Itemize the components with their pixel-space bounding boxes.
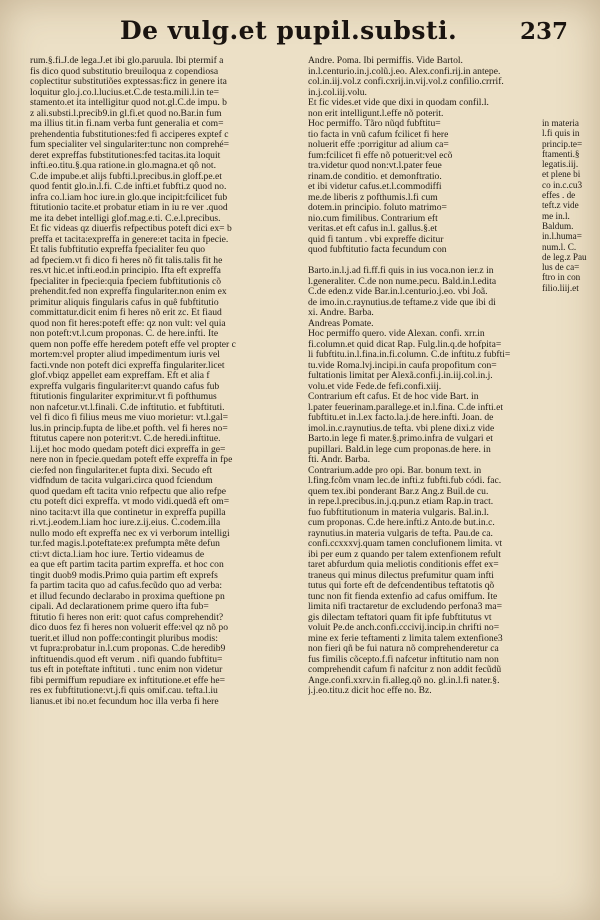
text-line: Contrarium eft cafus. Et de hoc vide Bart. in — [308, 392, 479, 402]
text-line: res ex fubftitutione:vt.j.fi quis omif.cau. tefta.l.iu — [30, 686, 218, 696]
text-line: quem tex.ibi ponderant Bar.z Ang.z Buil.de cu. — [308, 486, 489, 497]
text-line: dotem.in principio. foluto matrimo= — [308, 203, 447, 213]
text-line: dico duos fez fi heres non voluerit effe:vel qz nõ po — [30, 623, 229, 633]
running-title: De vulg.et pupil.substi. — [120, 16, 458, 45]
text-line: xi. Andre. Barba. — [308, 308, 374, 318]
text-line: prehendit.fed non expreffa fingulariter.non enim ex — [30, 287, 227, 297]
margin-note-line: teft.z vide — [542, 200, 579, 211]
text-line: Hoc permiffo. Tãro nũqd fubftitu= — [308, 119, 441, 129]
margin-note-line: ftamenti.§ — [542, 148, 580, 159]
margin-note-line: de leg.z Pau — [542, 251, 587, 262]
text-line: coplectitur substitutiões exptessas:ficz in genere ita — [30, 77, 227, 87]
text-line: non erit intelligunt.l.effe nõ poterit. — [308, 108, 444, 119]
text-line: tur.fed magis.l.poteftate:ex prefumpta mête defun — [30, 539, 220, 549]
text-line: volu.et vide Fede.de fefi.confi.xiij. — [308, 381, 442, 392]
text-line: tunc non fit fienda extenfio ad cafus omiffum. Ite — [308, 591, 498, 602]
margin-note-line: co in.c.cu3 — [542, 179, 583, 190]
text-line: imol.in.c.raynutius.de tefta. vbi plene dixi.z vide — [308, 423, 495, 434]
text-line: cie:fed non fingulariter.et fupta dixi. Secudo eft — [30, 465, 213, 476]
margin-note-line: Baldum. — [542, 220, 574, 231]
text-line: Andreas Pomate. — [308, 318, 374, 329]
text-line: tu.vide Roma.lvj.incipi.in caufa propofitum con= — [308, 360, 497, 371]
text-line: fum specialiter vel singulariter:tunc non comprehé= — [30, 140, 230, 150]
text-line: Hoc permiffo quero. vide Alexan. confi. xrr.in — [308, 329, 485, 339]
text-line: rum.§.fi.J.de lega.J.et ibi glo.paruula. Ibi ptermif a — [30, 56, 224, 66]
text-line: Ange.confi.xxrv.in fi.alleg.qõ no. gl.in.l.fi nater.§. — [308, 675, 500, 686]
text-line: quod non fit heres:poteft effe: qz non vult: vel quia — [30, 318, 226, 329]
text-line: fum:fcilicet fi effe nõ potuerit:vel ecõ — [308, 150, 453, 161]
text-line: tus eft in poteftate inftituti . tunc enim non videtur — [30, 665, 223, 675]
text-line: ri.vt.j.eodem.l.iam hoc iure.z.ij.eius. C.codem.illa — [30, 518, 221, 528]
text-line: infra co.l.iam hoc iure.in glo.que incipit:fcilicet fub — [30, 192, 228, 203]
text-line: in repe.l.precibus.in.j.q.pun.z etiam Rap.in tract. — [308, 497, 494, 507]
text-line: quod quedam eft tacita vnio refpectu que alio refpe — [30, 486, 227, 497]
text-line: confi.ccxxxvj.quam tamen conclufionem limita. vt — [308, 539, 503, 549]
text-line: ma illius tit.in fi.nam verba funt generalia et com= — [30, 119, 224, 129]
text-line: C.de eden.z vide Bar.in.l.centurio.j.eo. vbi Joã. — [308, 287, 488, 297]
text-line: ftitutionio tacite.et probatur etiam in iu re ver .quod — [30, 203, 228, 213]
text-line: limita nifi tractaretur de excludendo perfona3 ma= — [308, 602, 503, 612]
text-line: tutus qui forte eft de defcendentibus teftatotis qõ — [308, 581, 495, 591]
text-line: C.de impube.et alijs fubfti.l.precibus.in gloff.pe.et — [30, 171, 222, 182]
text-line: lianus.et ibi no.et fecundum hoc illa verba fi here — [30, 696, 219, 707]
text-line: nino tacita:vt illa que continetur in expreffa pupilla — [30, 507, 226, 518]
text-line: fuo fubftitutionum in materia vulgaris. Bal.in.l. — [308, 507, 489, 518]
text-line: quod fubftitutio facta fecundum con — [308, 245, 447, 255]
text-line: fultationis limitat per Alexã.confi.j.in.iij.col.in.j. — [308, 371, 493, 381]
text-line: facti.vnde non poteft dici expreffa fingulariter.licet — [30, 360, 225, 371]
text-line: stamento.et ita intelligitur quod not.gl.C.de impu. b — [30, 98, 227, 108]
text-line: col.in.iij.vol.z confi.cxrij.in.vij.vol.z confilio.crrrif. — [308, 77, 504, 87]
text-line: comprehendit cafum fi nafcitur z non addit fecũdũ — [308, 665, 502, 675]
text-line: traneus qui minus dilectus prefumitur quam infti — [308, 570, 494, 581]
text-line: nullo modo eft expreffa nec ex vi verborum intelligi — [30, 528, 230, 539]
page-header — [0, 14, 600, 54]
text-line: Andre. Poma. Ibi permiffis. Vide Bartol. — [308, 56, 463, 66]
text-line: cum proponas. C.de here.infti.z Anto.de but.in.c. — [308, 518, 495, 528]
page-number: 237 — [520, 18, 569, 45]
text-line: tingit duob9 modis.Primo quia partim eft exprefs — [30, 570, 218, 581]
text-line: me ita debet intelligi glof.mag.e.ti. C.e.l.precibus. — [30, 213, 221, 224]
text-line: ftitutus capere non poterit:vt. C.de heredi.inftitue. — [30, 434, 221, 444]
text-line: non nafcetur.vt.l.finali. C.de inftitutio. et fubftituti. — [30, 402, 225, 413]
text-line: et ibi videtur cafus.et.l.commodiffi — [308, 182, 442, 192]
margin-note-line: in.l.huma= — [542, 231, 582, 242]
text-line: Barto.in lege fi mater.§.primo.infra de vulgari et — [308, 434, 493, 444]
text-line: ctu poteft dici expreffa. vt modo vidi.quedã eft om= — [30, 497, 230, 507]
text-line: quem non poffe effe heredem poteft effe vel propter c — [30, 339, 236, 350]
text-line: ftitutionis fingulariter exprimitur.vt fi pofthumus — [30, 392, 217, 402]
text-line: expreffa vulgaris fingulariter:vt quando cafus fub — [30, 381, 220, 392]
text-line: l.generaliter. C.de non nume.pecu. Bald.in.l.edita — [308, 276, 497, 287]
margin-note-line: lus de ca= — [542, 262, 580, 273]
text-line: gis dilectam teftatori quam fit ipfe fubftitutus vt — [308, 612, 492, 623]
marginal-notes — [542, 118, 594, 293]
text-line: in.l.centurio.in.j.colũ.j.eo. Alex.confi.rij.in antepe. — [308, 66, 501, 77]
text-line: deret expreffas fubstitutiones:fed tacitas.ita loquit — [30, 150, 221, 161]
text-line: vt fupra:probatur in.l.cum proponas. C.de heredib9 — [30, 644, 226, 654]
text-line: loquitur glo.j.co.l.lucius.et.C.de testa.mili.l.in te= — [30, 87, 219, 98]
text-line: quod fentit glo.in.l.fi. C.de infti.et fubfti.z quod no. — [30, 182, 227, 192]
margin-note-line: princip.te= — [542, 138, 583, 149]
text-line: Et talis fubftitutio expreffa fpecialiter feu quo — [30, 245, 206, 255]
text-line: lus.in princip.fupta de libe.et pofth. vel fi heres no= — [30, 423, 228, 434]
text-line: ea que eft partim tacita partim expreffa. et hoc con — [30, 560, 224, 570]
text-line: ibi per eum z quando per talem extenfionem refult — [308, 549, 501, 560]
margin-note-line: num.l. C. — [542, 241, 577, 252]
text-line: de imo.in.c.raynutius.de teftame.z vide que ibi di — [308, 297, 496, 308]
text-line: me.de liberis z pofthumis.l.fi cum — [308, 192, 438, 203]
text-line: primitur aliquis fingularis cafus in quê fubftitutio — [30, 297, 219, 308]
text-line: veritas.et eft cafus in.l. gallus.§.et — [308, 224, 438, 234]
text-line: vel fi dico fi filius meus me viuo morietur: vt.l.gal= — [30, 413, 229, 423]
right-text-column — [308, 56, 578, 697]
text-line: tio facta in vnũ cafum fcilicet fi here — [308, 129, 449, 140]
text-line: Contrarium.adde pro opi. Bar. bonum text. in — [308, 465, 482, 476]
text-line: infti.eo.titu.§.qua ratione.in glo.magna.et qô not. — [30, 161, 216, 171]
text-line: li fubftitu.in.l.fina.in.fi.column. C.de inftitu.z fubfti= — [308, 350, 511, 360]
text-line: j.j.eo.titu.z dicit hoc effe no. Bz. — [308, 686, 432, 696]
text-line: fus fimilis cõcepto.f.fi nafcetur inftitutio nam non — [308, 654, 499, 665]
text-line: fa partim tacita quo ad cafus.fecũdo quo ad verba: — [30, 581, 223, 591]
margin-note-line: ftro in con — [542, 272, 581, 283]
text-line: mortem:vel propter aliud impedimentum iuris vel — [30, 350, 220, 360]
text-line: fpecialiter in fpecie:quia fpeciem fubftitutionis cõ — [30, 276, 221, 287]
text-line: fti. Andr. Barba. — [308, 455, 371, 465]
text-line: z ali.substi.l.precib9.in gl.fi.et quod no.Bar.in fum — [30, 108, 222, 119]
text-line: vidfndum de tacita vulgari.circa quod fciendum — [30, 476, 213, 486]
text-line: fi.column.et quid dicat Rap. Fulg.lin.q.de hofpita= — [308, 339, 502, 350]
text-line: non poteft:vt.l.cum proponas. C. de here.infti. Ite — [30, 329, 219, 339]
margin-note-line: in materia — [542, 118, 579, 128]
text-line: voluit Pe.de anch.confi.cccivij.incip.in chrifti no= — [308, 623, 500, 633]
text-line: l.pater feuerinam.parallege.et in.l.fina. C.de infti.et — [308, 402, 503, 413]
text-line: et illud fecundo declarabo in proxima queftione pn — [30, 591, 225, 602]
text-line: tuerit.et illud non poffe:contingit pluribus modis: — [30, 633, 218, 644]
text-line: fis dico quod substitutio breuiloqua z copendiosa — [30, 66, 219, 77]
text-line: fubftitu.et in.l.ex facto.la.j.de here.infti. Joan. de — [308, 413, 494, 423]
text-line: ad fpeciem.vt fi dico fi heres nõ fit talis.talis fit he — [30, 255, 223, 266]
margin-note-line: filio.liij.et — [542, 282, 579, 293]
text-line: res.vt hic.et infti.eod.in principio. Ifta eft expreffa — [30, 266, 221, 276]
text-line: inftituendis.quod eft verum . nifi quando fubftitu= — [30, 654, 223, 665]
text-line: tra.videtur quod non:vt.l.pater feue — [308, 161, 442, 171]
text-line: l.ij.et hoc modo quedam poteft dici expreffa in ge= — [30, 444, 226, 455]
text-line: Et fic videas qz diuerfis refpectibus poteft dici ex= b — [30, 224, 232, 234]
margin-note-line: l.fi quis in — [542, 128, 580, 139]
text-line: noluerit effe :porrigitur ad alium ca= — [308, 140, 449, 150]
text-line: in.j.col.iij.volu. — [308, 87, 367, 98]
margin-note-line: me in.l. — [542, 210, 570, 221]
text-line: Et fic vides.et vide que dixi in quodam confil.l. — [308, 98, 489, 108]
text-line — [308, 256, 578, 267]
margin-note-line: et plene bi — [542, 169, 581, 180]
text-line: cipali. Ad declarationem prime quero ifta fub= — [30, 602, 209, 612]
text-line: nere non in fpecie.quedam poteft effe expreffa in fpe — [30, 455, 233, 465]
margin-note-line: legatis.iij. — [542, 159, 579, 170]
text-line: quid fi tantum . vbi expreffe dicitur — [308, 234, 444, 245]
text-line: pupillari. Bald.in lege cum proponas.de here. in — [308, 444, 491, 455]
text-line: non fieri qñ be fui natura nõ comprehenderetur ca — [308, 644, 499, 654]
text-line: committatur.dicit enim fi heres nõ erit zc. Et fiaud — [30, 308, 222, 318]
text-line: rinam.de conditio. et demonftratio. — [308, 171, 442, 182]
margin-note-line: effes . de — [542, 190, 576, 201]
text-line: Barto.in.l.j.ad fi.ff.fi quis in ius voca.non ier.z in — [308, 266, 494, 276]
text-line: cti:vt dicta.l.iam hoc iure. Tertio videamus de — [30, 549, 205, 560]
text-line: glof.vbiqz appellet eam expreffam. Eft et alia f — [30, 371, 210, 381]
text-line: taret abfurdum quia meliotis conditionis effet ex= — [308, 560, 499, 570]
text-line: nio.cum fimilibus. Contrarium eft — [308, 213, 438, 224]
text-line: preffa et tacita:expreffa in genere:et tacita in fpecie. — [30, 234, 229, 245]
text-line: raynutius.in materia vulgaris de tefta. Pau.de ca. — [308, 528, 493, 539]
text-line: ftitutio fi heres non erit: quot cafus comprehendit? — [30, 612, 224, 623]
left-text-column — [30, 56, 298, 707]
text-line: fibi permiffum repudiare ex inftitutione.et effe he= — [30, 675, 225, 686]
text-line: prehendentia fubstitutiones:fed fi acciperes exptef c — [30, 129, 229, 140]
text-line: mine ex ferie teftamenti z limita talem extenfione3 — [308, 633, 503, 644]
text-line: l.fing.fcõm vnam lec.de infti.z fubfti.fub códi. fac. — [308, 476, 502, 486]
